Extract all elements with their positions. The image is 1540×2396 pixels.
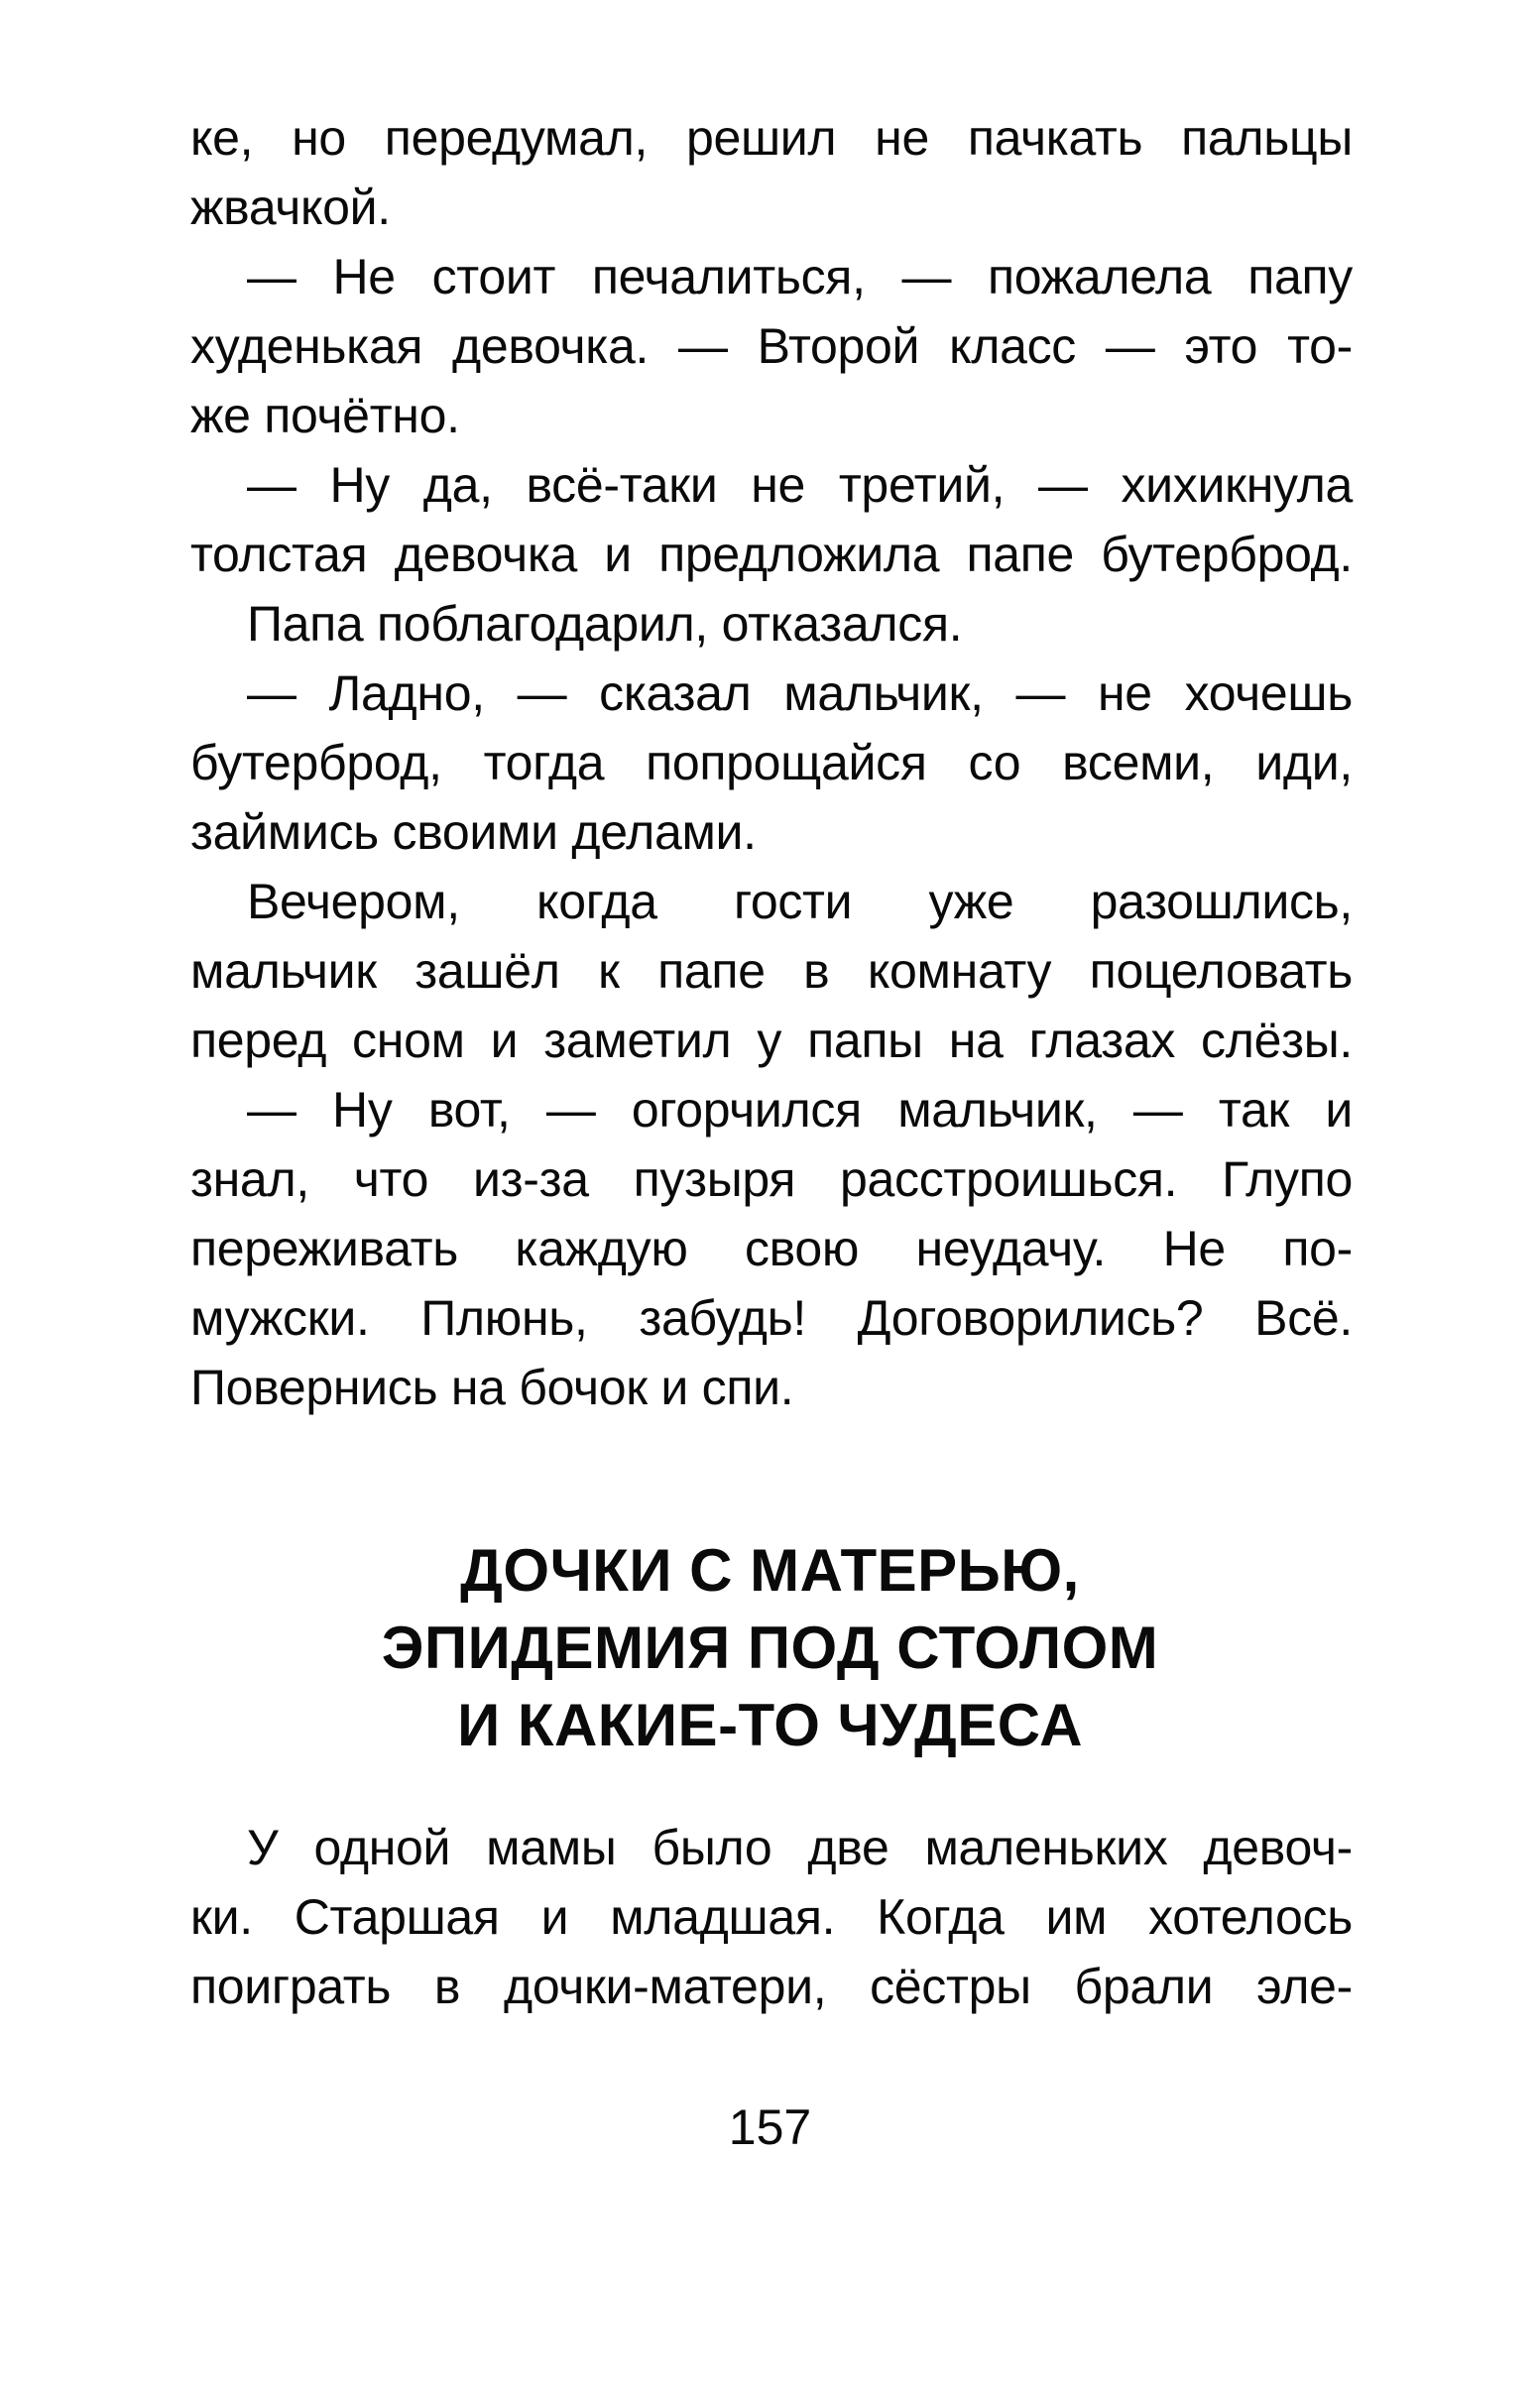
text-line: Папа поблагодарил, отказался. bbox=[247, 596, 963, 652]
text-line: ке, но передумал, решил не пачкать пальцы bbox=[190, 110, 1353, 166]
text-line: знал, что из-за пузыря расстроишься. Глупо bbox=[190, 1151, 1353, 1207]
text-line: жвачкой. bbox=[190, 180, 391, 235]
text-line: — Ладно, — сказал мальчик, — не хочешь bbox=[247, 665, 1353, 721]
text-line: Вечером, когда гости уже разошлись, bbox=[247, 874, 1353, 929]
text-line: У одной мамы было две маленьких девоч- bbox=[247, 1820, 1353, 1875]
chapter-heading-line: ЭПИДЕМИЯ ПОД СТОЛОМ bbox=[381, 1615, 1159, 1681]
text-line: мальчик зашёл к папе в комнату поцеловать bbox=[190, 943, 1353, 999]
text-line: — Ну да, всё-таки не третий, — хихикнула bbox=[247, 457, 1353, 513]
text-line: худенькая девочка. — Второй класс — это то- bbox=[190, 318, 1353, 374]
text-line: ки. Старшая и младшая. Когда им хотелось bbox=[190, 1889, 1353, 1945]
text-line: — Не стоит печалиться, — пожалела папу bbox=[247, 249, 1353, 304]
chapter-heading bbox=[0, 1532, 1540, 1764]
bottom-text-block bbox=[190, 1813, 1353, 2021]
text-line: поиграть в дочки-матери, сёстры брали эле- bbox=[190, 1959, 1353, 2014]
text-line: Повернись на бочок и спи. bbox=[190, 1360, 794, 1415]
text-line: перед сном и заметил у папы на глазах слёзы. bbox=[190, 1013, 1353, 1068]
text-line: займись своими делами. bbox=[190, 804, 757, 860]
text-line: бутерброд, тогда попрощайся со всеми, иди, bbox=[190, 735, 1353, 790]
page-number: 157 bbox=[728, 2099, 812, 2155]
text-line: же почётно. bbox=[190, 388, 460, 443]
text-line: толстая девочка и предложила папе бутерброд. bbox=[190, 527, 1353, 582]
text-line: мужски. Плюнь, забудь! Договорились? Всё. bbox=[190, 1290, 1353, 1346]
top-text-block bbox=[190, 103, 1353, 1422]
chapter-heading-line: И КАКИЕ-ТО ЧУДЕСА bbox=[457, 1692, 1083, 1758]
text-line: переживать каждую свою неудачу. Не по- bbox=[190, 1221, 1353, 1276]
text-line: — Ну вот, — огорчился мальчик, — так и bbox=[247, 1082, 1353, 1138]
chapter-heading-line: ДОЧКИ С МАТЕРЬЮ, bbox=[460, 1537, 1080, 1604]
